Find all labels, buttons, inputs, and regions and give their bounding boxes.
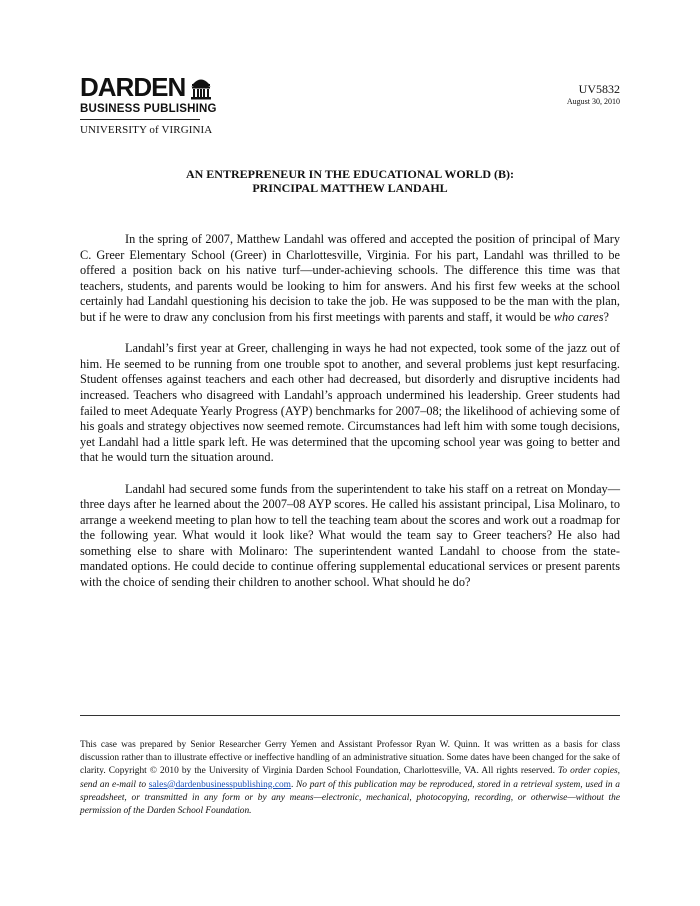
body-text bbox=[80, 232, 620, 606]
case-number: UV5832 bbox=[578, 82, 620, 96]
case-date: August 30, 2010 bbox=[566, 97, 620, 106]
email-link[interactable]: sales@dardenbusinesspublishing.com bbox=[148, 779, 291, 790]
darden-logo bbox=[80, 72, 230, 137]
paragraph-1 bbox=[80, 232, 620, 326]
logo-university: UNIVERSITY of VIRGINIA bbox=[80, 124, 213, 136]
paragraph-2: Landahl’s first year at Greer, challenging in ways he had not expected, took some of the jazz out of him. He seemed to be running from one trouble spot to another, and several problems just kept resurfacing. Student offenses against teachers and each other had decreased, but disorderly and disruptive incidents had increased. Teachers who disagreed with Landahl’s approach undermined his leadership. Greer students had failed to meet Adequate Yearly Progress (AYP) benchmarks for 2007–08; the likelihood of achieving some of his goals and strategy objectives now seemed remote. Circumstances had left him with some tough decisions, yet Landahl had a little spark left. He was determined that the upcoming school year was going to better and that he would turn the situation around. bbox=[80, 341, 620, 465]
footnote-rights-text: No part of this publication may be reproduced, stored in a retrieval system, used in a spreadsheet, or transmitted in any form or by any means—electronic, mechanical, photocopying, recording, or otherwise—without the permission of the Darden School Foundation. bbox=[80, 779, 620, 817]
footnote-text: This case was prepared by Senior Researcher Gerry Yemen and Assistant Professor Ryan W. Quinn. It was written as a basis for class discussion rather than to illustrate effective or ineffective handling of an administrative situation. Some dates have been changed for the sake of clarity. Copyright © 2010 by the University of Virginia Darden School Foundation, Charlottesville, VA. All rights reserved. bbox=[80, 740, 620, 777]
footnote: This case was prepared by Senior Researcher Gerry Yemen and Assistant Professor Ryan W. Quinn. It was written as a basis for class discussion rather than to illustrate effective or ineffective handling of an administrative situation. Some dates have been changed for the sake of clarity. Copyright © 2010 by the University of Virginia Darden School Foundation, Charlottesville, VA. All rights reserved. To order copies, send an e-mail to sales@dardenbusinesspublishing.com. No part of this publication may be reproduced, stored in a retrieval system, used in a spreadsheet, or transmitted in any form or by any means—electronic, mechanical, photocopying, recording, or otherwise—without the permission of the Darden School Foundation. bbox=[80, 740, 620, 817]
logo-subtitle: BUSINESS PUBLISHING bbox=[80, 103, 217, 115]
document-title bbox=[80, 167, 620, 195]
logo-divider bbox=[80, 119, 200, 120]
case-meta bbox=[567, 82, 620, 107]
footnote-order-text: To order copies, send an e-mail to bbox=[80, 766, 620, 790]
title-line-1: AN ENTREPRENEUR IN THE EDUCATIONAL WORLD (B): bbox=[185, 167, 515, 181]
paragraph-1-end: ? bbox=[603, 309, 610, 324]
footnote-divider bbox=[80, 715, 620, 716]
paragraph-1-emphasis: who cares bbox=[553, 309, 604, 324]
paragraph-3: Landahl had secured some funds from the superintendent to take his staff on a retreat on Monday—three days after he learned about the 2007–08 AYP scores. He called his assistant principal, Lisa Molinaro, to arrange a weekend meeting to plan how to tell the teaching team about the scores and work out a roadmap for the following year. What would it look like? What would the team say to Greer teachers? He also had something else to share with Molinaro: The superintendent wanted Landahl to choose from the state-mandated options. He could decide to continue offering supplemental educational services or present parents with the choice of sending their children to another school. What should he do? bbox=[80, 481, 620, 590]
paragraph-1-main: In the spring of 2007, Matthew Landahl was offered and accepted the position of principal of Mary C. Greer Elementary School (Greer) in Charlottesville, Virginia. For his part, Landahl was thrilled to be offered a position back on his native turf—under-achieving schools. The difference this time was that teachers, students, and parents would be looking to him for answers. And his first few weeks at the school certainly had Landahl questioning his decision to take the job. He was supposed to be the man with the plan, but if he were to draw any conclusion from his first meetings with parents and staff, it would be bbox=[80, 232, 620, 324]
title-line-2: PRINCIPAL MATTHEW LANDAHL bbox=[252, 181, 448, 195]
logo-brand-text: DARDEN bbox=[80, 72, 186, 102]
rotunda-icon bbox=[188, 74, 214, 100]
logo-brand-row bbox=[80, 72, 230, 100]
